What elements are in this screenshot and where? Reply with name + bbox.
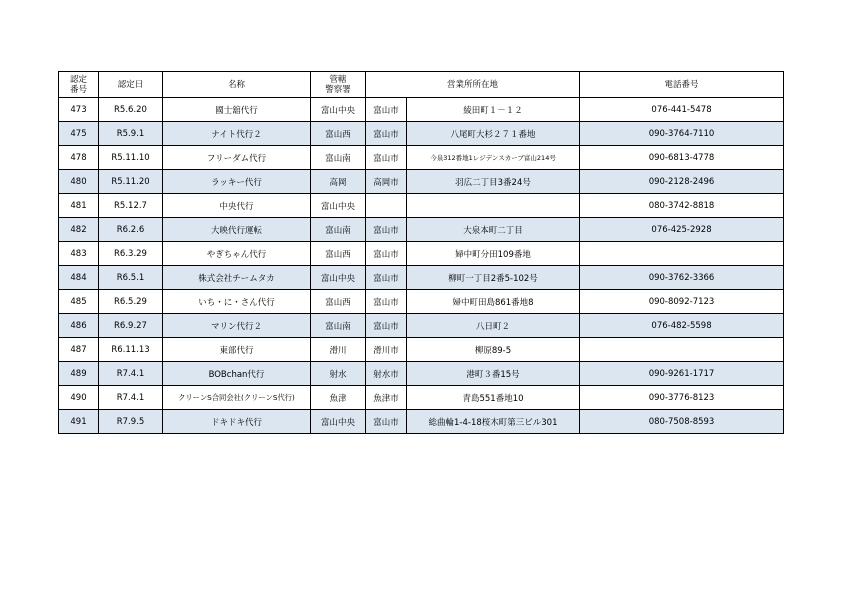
phone-cell: 080-3742-8818 <box>580 194 784 218</box>
city-cell: 富山市 <box>366 290 407 314</box>
station-cell: 富山中央 <box>311 410 366 434</box>
station-cell: 魚津 <box>311 386 366 410</box>
table-row <box>59 242 784 266</box>
station-cell: 富山中央 <box>311 194 366 218</box>
table-row <box>59 386 784 410</box>
header-phone: 電話番号 <box>580 72 784 98</box>
addr-cell: 羽広二丁目3番24号 <box>407 170 580 194</box>
table-row <box>59 338 784 362</box>
name-cell: ラッキー代行 <box>163 170 311 194</box>
city-cell: 高岡市 <box>366 170 407 194</box>
addr-cell: 柳原89-5 <box>407 338 580 362</box>
city-cell: 滑川市 <box>366 338 407 362</box>
city-cell: 富山市 <box>366 146 407 170</box>
addr-cell: 港町３番15号 <box>407 362 580 386</box>
number-cell: 489 <box>59 362 99 386</box>
date-cell: R5.11.10 <box>99 146 163 170</box>
addr-cell <box>407 194 580 218</box>
addr-cell: 総曲輪1-4-18桜木町第三ビル301 <box>407 410 580 434</box>
city-cell: 富山市 <box>366 98 407 122</box>
addr-cell: 青島551番地10 <box>407 386 580 410</box>
name-cell: 東部代行 <box>163 338 311 362</box>
date-cell: R6.9.27 <box>99 314 163 338</box>
addr-cell: 婦中町分田109番地 <box>407 242 580 266</box>
header-station: 管轄 警察署 <box>311 72 366 98</box>
date-cell: R5.6.20 <box>99 98 163 122</box>
table-row <box>59 194 784 218</box>
station-cell: 富山西 <box>311 290 366 314</box>
date-cell: R6.11.13 <box>99 338 163 362</box>
name-cell: やぎちゃん代行 <box>163 242 311 266</box>
date-cell: R6.5.29 <box>99 290 163 314</box>
table-row <box>59 218 784 242</box>
header-date: 認定日 <box>99 72 163 98</box>
station-cell: 滑川 <box>311 338 366 362</box>
table-row <box>59 122 784 146</box>
phone-cell <box>580 338 784 362</box>
phone-cell: 090-2128-2496 <box>580 170 784 194</box>
number-cell: 480 <box>59 170 99 194</box>
city-cell: 富山市 <box>366 266 407 290</box>
station-cell: 富山南 <box>311 218 366 242</box>
addr-cell: 柳町一丁目2番5-102号 <box>407 266 580 290</box>
addr-cell: 綾田町１－１２ <box>407 98 580 122</box>
city-cell: 魚津市 <box>366 386 407 410</box>
city-cell <box>366 194 407 218</box>
date-cell: R6.3.29 <box>99 242 163 266</box>
header-number: 認定 番号 <box>59 72 99 98</box>
number-cell: 484 <box>59 266 99 290</box>
city-cell: 射水市 <box>366 362 407 386</box>
station-cell: 富山南 <box>311 146 366 170</box>
name-cell: BOBchan代行 <box>163 362 311 386</box>
table-row <box>59 314 784 338</box>
city-cell: 富山市 <box>366 218 407 242</box>
phone-cell: 090-3764-7110 <box>580 122 784 146</box>
name-cell: ナイト代行２ <box>163 122 311 146</box>
phone-cell: 090-8092-7123 <box>580 290 784 314</box>
date-cell: R6.5.1 <box>99 266 163 290</box>
station-cell: 富山南 <box>311 314 366 338</box>
addr-cell: 婦中町田島861番地8 <box>407 290 580 314</box>
header-row <box>59 72 784 98</box>
date-cell: R5.9.1 <box>99 122 163 146</box>
number-cell: 491 <box>59 410 99 434</box>
table-row <box>59 266 784 290</box>
number-cell: 490 <box>59 386 99 410</box>
station-cell: 富山西 <box>311 122 366 146</box>
table-row <box>59 146 784 170</box>
table-row <box>59 170 784 194</box>
phone-cell: 076-441-5478 <box>580 98 784 122</box>
city-cell: 富山市 <box>366 314 407 338</box>
number-cell: 487 <box>59 338 99 362</box>
station-cell: 高岡 <box>311 170 366 194</box>
header-name: 名称 <box>163 72 311 98</box>
city-cell: 富山市 <box>366 122 407 146</box>
number-cell: 475 <box>59 122 99 146</box>
date-cell: R5.12.7 <box>99 194 163 218</box>
number-cell: 473 <box>59 98 99 122</box>
table-row <box>59 290 784 314</box>
date-cell: R7.9.5 <box>99 410 163 434</box>
header-address: 営業所所在地 <box>366 72 580 98</box>
number-cell: 482 <box>59 218 99 242</box>
phone-cell <box>580 242 784 266</box>
name-cell: 國士舘代行 <box>163 98 311 122</box>
table-row <box>59 410 784 434</box>
registry-table <box>58 71 784 434</box>
phone-cell: 090-6813-4778 <box>580 146 784 170</box>
phone-cell: 090-3762-3366 <box>580 266 784 290</box>
name-cell: 大映代行運転 <box>163 218 311 242</box>
name-cell: クリーンS合同会社(クリーンS代行) <box>163 386 311 410</box>
name-cell: 中央代行 <box>163 194 311 218</box>
name-cell: いち・に・さん代行 <box>163 290 311 314</box>
name-cell: 株式会社チームタカ <box>163 266 311 290</box>
date-cell: R6.2.6 <box>99 218 163 242</box>
number-cell: 485 <box>59 290 99 314</box>
table-row <box>59 362 784 386</box>
name-cell: フリーダム代行 <box>163 146 311 170</box>
city-cell: 富山市 <box>366 242 407 266</box>
station-cell: 富山中央 <box>311 98 366 122</box>
phone-cell: 076-482-5598 <box>580 314 784 338</box>
station-cell: 射水 <box>311 362 366 386</box>
number-cell: 478 <box>59 146 99 170</box>
phone-cell: 090-9261-1717 <box>580 362 784 386</box>
city-cell: 富山市 <box>366 410 407 434</box>
date-cell: R7.4.1 <box>99 362 163 386</box>
name-cell: マリン代行２ <box>163 314 311 338</box>
phone-cell: 076-425-2928 <box>580 218 784 242</box>
number-cell: 486 <box>59 314 99 338</box>
addr-cell: 今泉312番地1レジデンスカーブ富山214号 <box>407 146 580 170</box>
station-cell: 富山中央 <box>311 266 366 290</box>
phone-cell: 080-7508-8593 <box>580 410 784 434</box>
number-cell: 481 <box>59 194 99 218</box>
table-row <box>59 98 784 122</box>
addr-cell: 大泉本町二丁目 <box>407 218 580 242</box>
phone-cell: 090-3776-8123 <box>580 386 784 410</box>
station-cell: 富山西 <box>311 242 366 266</box>
addr-cell: 八尾町大杉２７１番地 <box>407 122 580 146</box>
name-cell: ドキドキ代行 <box>163 410 311 434</box>
date-cell: R5.11.20 <box>99 170 163 194</box>
number-cell: 483 <box>59 242 99 266</box>
addr-cell: 八日町２ <box>407 314 580 338</box>
date-cell: R7.4.1 <box>99 386 163 410</box>
